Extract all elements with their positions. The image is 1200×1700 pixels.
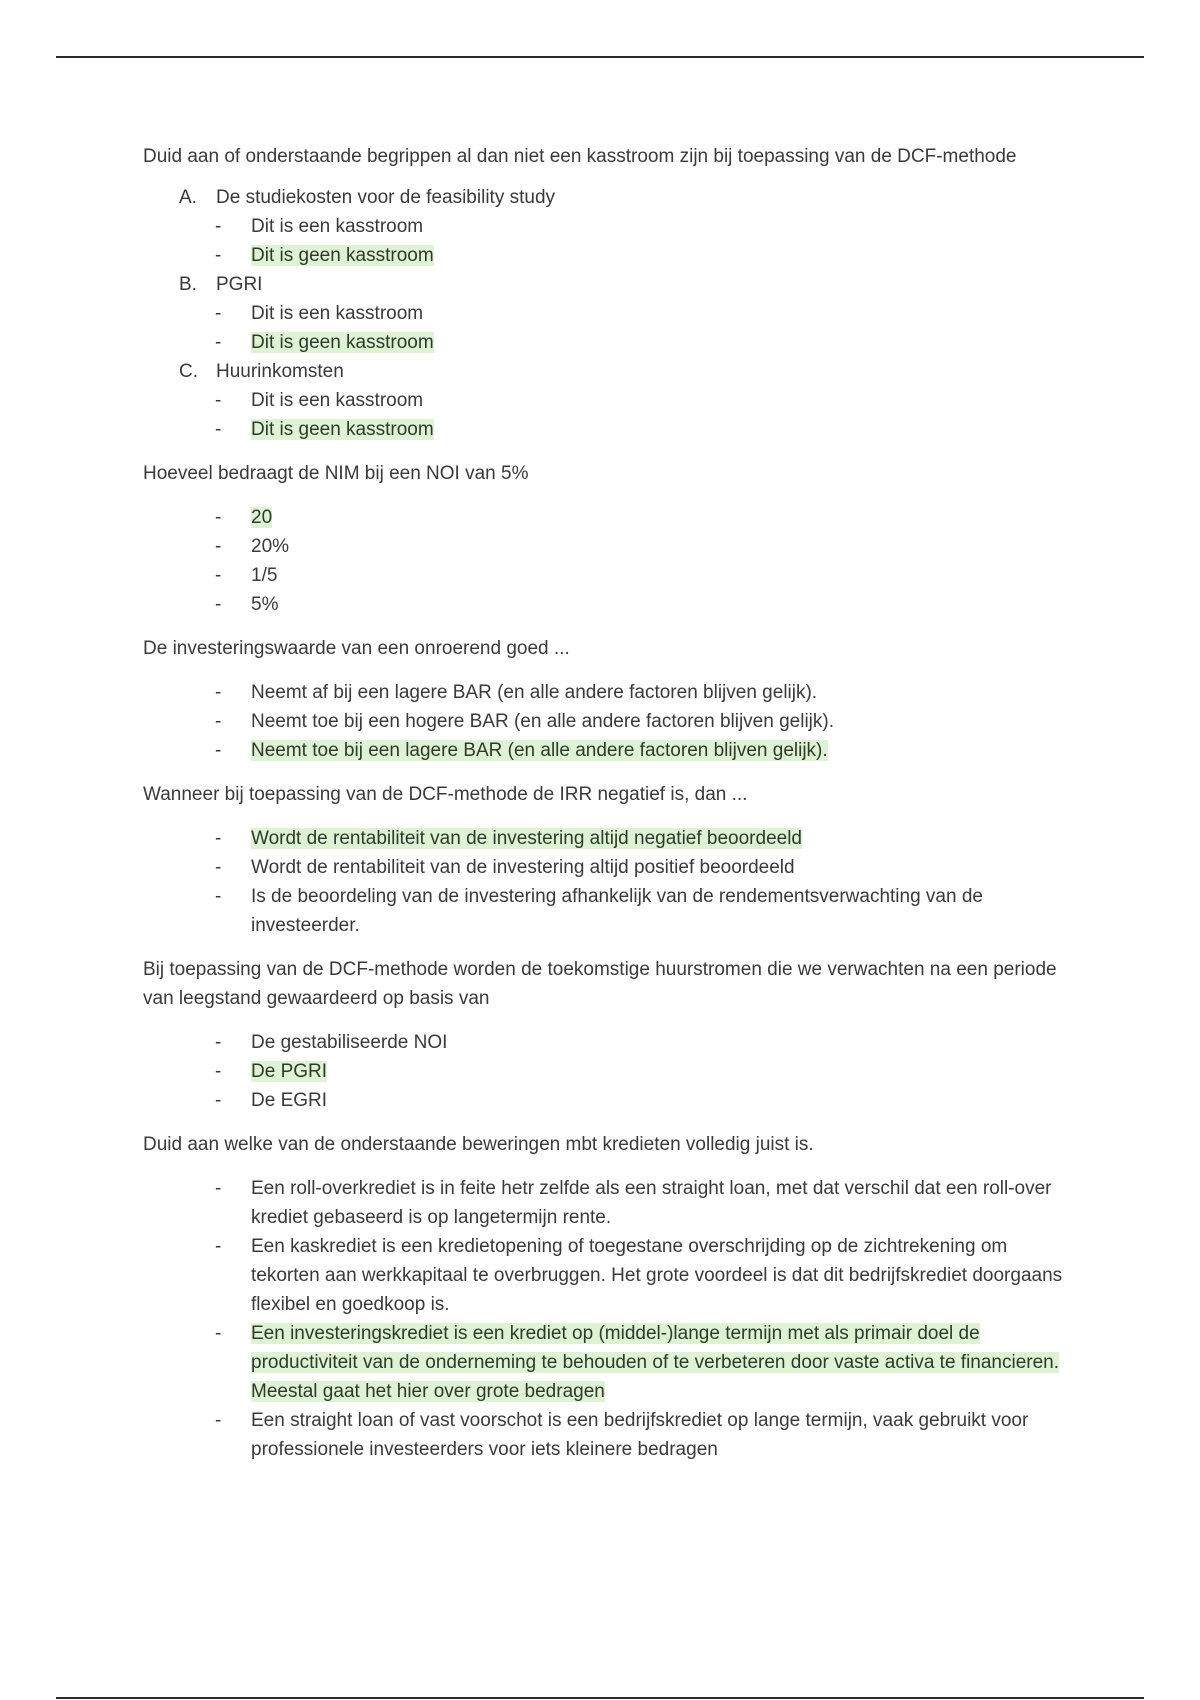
item-marker: C. bbox=[179, 361, 198, 382]
answer-option bbox=[143, 1174, 1063, 1232]
option-text: Neemt af bij een lagere BAR (en alle andere factoren blijven gelijk). bbox=[251, 682, 818, 703]
dash-bullet: - bbox=[215, 1236, 222, 1257]
option-text: 5% bbox=[251, 594, 279, 615]
sub-item-b bbox=[143, 270, 1063, 299]
dash-bullet: - bbox=[215, 419, 222, 440]
dash-bullet: - bbox=[215, 857, 222, 878]
answer-option bbox=[143, 707, 1063, 736]
question-6 bbox=[143, 1130, 1063, 1464]
option-text: Dit is een kasstroom bbox=[251, 390, 424, 411]
answer-list bbox=[143, 1174, 1063, 1464]
dash-bullet: - bbox=[215, 245, 222, 266]
answer-option-correct bbox=[143, 241, 1063, 270]
dash-bullet: - bbox=[215, 216, 222, 237]
answer-option-correct bbox=[143, 503, 1063, 532]
question-prompt: De investeringswaarde van een onroerend goed ... bbox=[143, 638, 570, 659]
dash-bullet: - bbox=[215, 536, 222, 557]
option-text: Neemt toe bij een hogere BAR (en alle andere factoren blijven gelijk). bbox=[251, 711, 834, 732]
option-text: Een roll-overkrediet is in feite hetr zelfde als een straight loan, met dat verschil dat een roll-over krediet gebaseerd is op langetermijn rente. bbox=[251, 1178, 1052, 1228]
dash-bullet: - bbox=[215, 303, 222, 324]
option-text: Een kaskrediet is een kredietopening of toegestane overschrijding op de zichtrekening om tekorten aan werkkapitaal te overbruggen. Het grote voordeel is dat dit bedrijfskrediet doorgaans flexibel en goedkoop is. bbox=[251, 1236, 1063, 1315]
option-text: De EGRI bbox=[251, 1090, 328, 1111]
sub-item-c bbox=[143, 357, 1063, 386]
answer-option-correct bbox=[143, 328, 1063, 357]
answer-option bbox=[143, 678, 1063, 707]
dash-bullet: - bbox=[215, 886, 222, 907]
option-text: Dit is een kasstroom bbox=[251, 216, 424, 237]
answer-option-correct bbox=[143, 736, 1063, 765]
dash-bullet: - bbox=[215, 682, 222, 703]
answer-option bbox=[143, 561, 1063, 590]
dash-bullet: - bbox=[215, 740, 222, 761]
answer-option-correct bbox=[143, 824, 1063, 853]
dash-bullet: - bbox=[215, 1323, 222, 1344]
dash-bullet: - bbox=[215, 507, 222, 528]
dash-bullet: - bbox=[215, 390, 222, 411]
item-marker: A. bbox=[179, 187, 197, 208]
answer-option bbox=[143, 853, 1063, 882]
item-label: PGRI bbox=[216, 274, 263, 295]
question-4 bbox=[143, 780, 1063, 940]
option-text-highlighted: Dit is geen kasstroom bbox=[251, 245, 434, 266]
answer-option bbox=[143, 532, 1063, 561]
answer-option bbox=[143, 1028, 1063, 1057]
answer-option bbox=[143, 1232, 1063, 1319]
answer-option-correct bbox=[143, 1319, 1063, 1406]
footer-rule bbox=[56, 1697, 1144, 1699]
question-2 bbox=[143, 459, 1063, 619]
item-label: De studiekosten voor de feasibility study bbox=[216, 187, 556, 208]
dash-bullet: - bbox=[215, 1061, 222, 1082]
dash-bullet: - bbox=[215, 565, 222, 586]
option-text: Een straight loan of vast voorschot is een bedrijfskrediet op lange termijn, vaak gebruikt voor professionele investeerders voor iets kleinere bedragen bbox=[251, 1410, 1029, 1460]
answer-list bbox=[143, 1028, 1063, 1115]
answer-list bbox=[143, 678, 1063, 765]
question-1 bbox=[143, 142, 1063, 444]
answer-option bbox=[143, 882, 1063, 940]
answer-option bbox=[143, 1086, 1063, 1115]
question-prompt: Bij toepassing van de DCF-methode worden de toekomstige huurstromen die we verwachten na een periode van leegstand gewaardeerd op basis van bbox=[143, 959, 1057, 1009]
dash-bullet: - bbox=[215, 1090, 222, 1111]
question-3 bbox=[143, 634, 1063, 765]
option-text-highlighted: Een investeringskrediet is een krediet op (middel-)lange termijn met als primair doel de productiviteit van de onderneming te behouden of te verbeteren door vaste activa te financieren. Meestal gaat het hier over grote bedragen bbox=[251, 1323, 1060, 1402]
dash-bullet: - bbox=[215, 828, 222, 849]
option-text-highlighted: Wordt de rentabiliteit van de investering altijd negatief beoordeeld bbox=[251, 828, 802, 849]
answer-list bbox=[143, 824, 1063, 940]
question-prompt: Duid aan of onderstaande begrippen al dan niet een kasstroom zijn bij toepassing van de DCF-methode bbox=[143, 146, 1017, 167]
option-text: De gestabiliseerde NOI bbox=[251, 1032, 448, 1053]
question-prompt: Hoeveel bedraagt de NIM bij een NOI van 5% bbox=[143, 463, 529, 484]
option-text: Dit is een kasstroom bbox=[251, 303, 424, 324]
answer-option bbox=[143, 212, 1063, 241]
answer-option bbox=[143, 590, 1063, 619]
option-text: Wordt de rentabiliteit van de investering altijd positief beoordeeld bbox=[251, 857, 795, 878]
dash-bullet: - bbox=[215, 1178, 222, 1199]
question-5 bbox=[143, 955, 1063, 1115]
answer-option-correct bbox=[143, 415, 1063, 444]
option-text-highlighted: De PGRI bbox=[251, 1061, 328, 1082]
item-marker: B. bbox=[179, 274, 197, 295]
option-text-highlighted: Dit is geen kasstroom bbox=[251, 332, 434, 353]
dash-bullet: - bbox=[215, 1032, 222, 1053]
dash-bullet: - bbox=[215, 1410, 222, 1431]
question-prompt: Wanneer bij toepassing van de DCF-methode de IRR negatief is, dan ... bbox=[143, 784, 748, 805]
answer-option bbox=[143, 1406, 1063, 1464]
sub-items bbox=[143, 183, 1063, 444]
answer-list bbox=[143, 503, 1063, 619]
option-text-highlighted: Dit is geen kasstroom bbox=[251, 419, 434, 440]
item-label: Huurinkomsten bbox=[216, 361, 344, 382]
option-text: 20% bbox=[251, 536, 290, 557]
answer-option bbox=[143, 386, 1063, 415]
answer-option-correct bbox=[143, 1057, 1063, 1086]
option-text: 1/5 bbox=[251, 565, 278, 586]
option-text: Is de beoordeling van de investering afhankelijk van de rendementsverwachting van de investeerder. bbox=[251, 886, 983, 936]
answer-option bbox=[143, 299, 1063, 328]
dash-bullet: - bbox=[215, 332, 222, 353]
dash-bullet: - bbox=[215, 594, 222, 615]
option-text-highlighted: 20 bbox=[251, 507, 273, 528]
header-rule bbox=[56, 56, 1144, 58]
option-text-highlighted: Neemt toe bij een lagere BAR (en alle andere factoren blijven gelijk). bbox=[251, 740, 828, 761]
document-body bbox=[143, 142, 1063, 1479]
dash-bullet: - bbox=[215, 711, 222, 732]
sub-item-a bbox=[143, 183, 1063, 212]
question-prompt: Duid aan welke van de onderstaande beweringen mbt kredieten volledig juist is. bbox=[143, 1134, 814, 1155]
